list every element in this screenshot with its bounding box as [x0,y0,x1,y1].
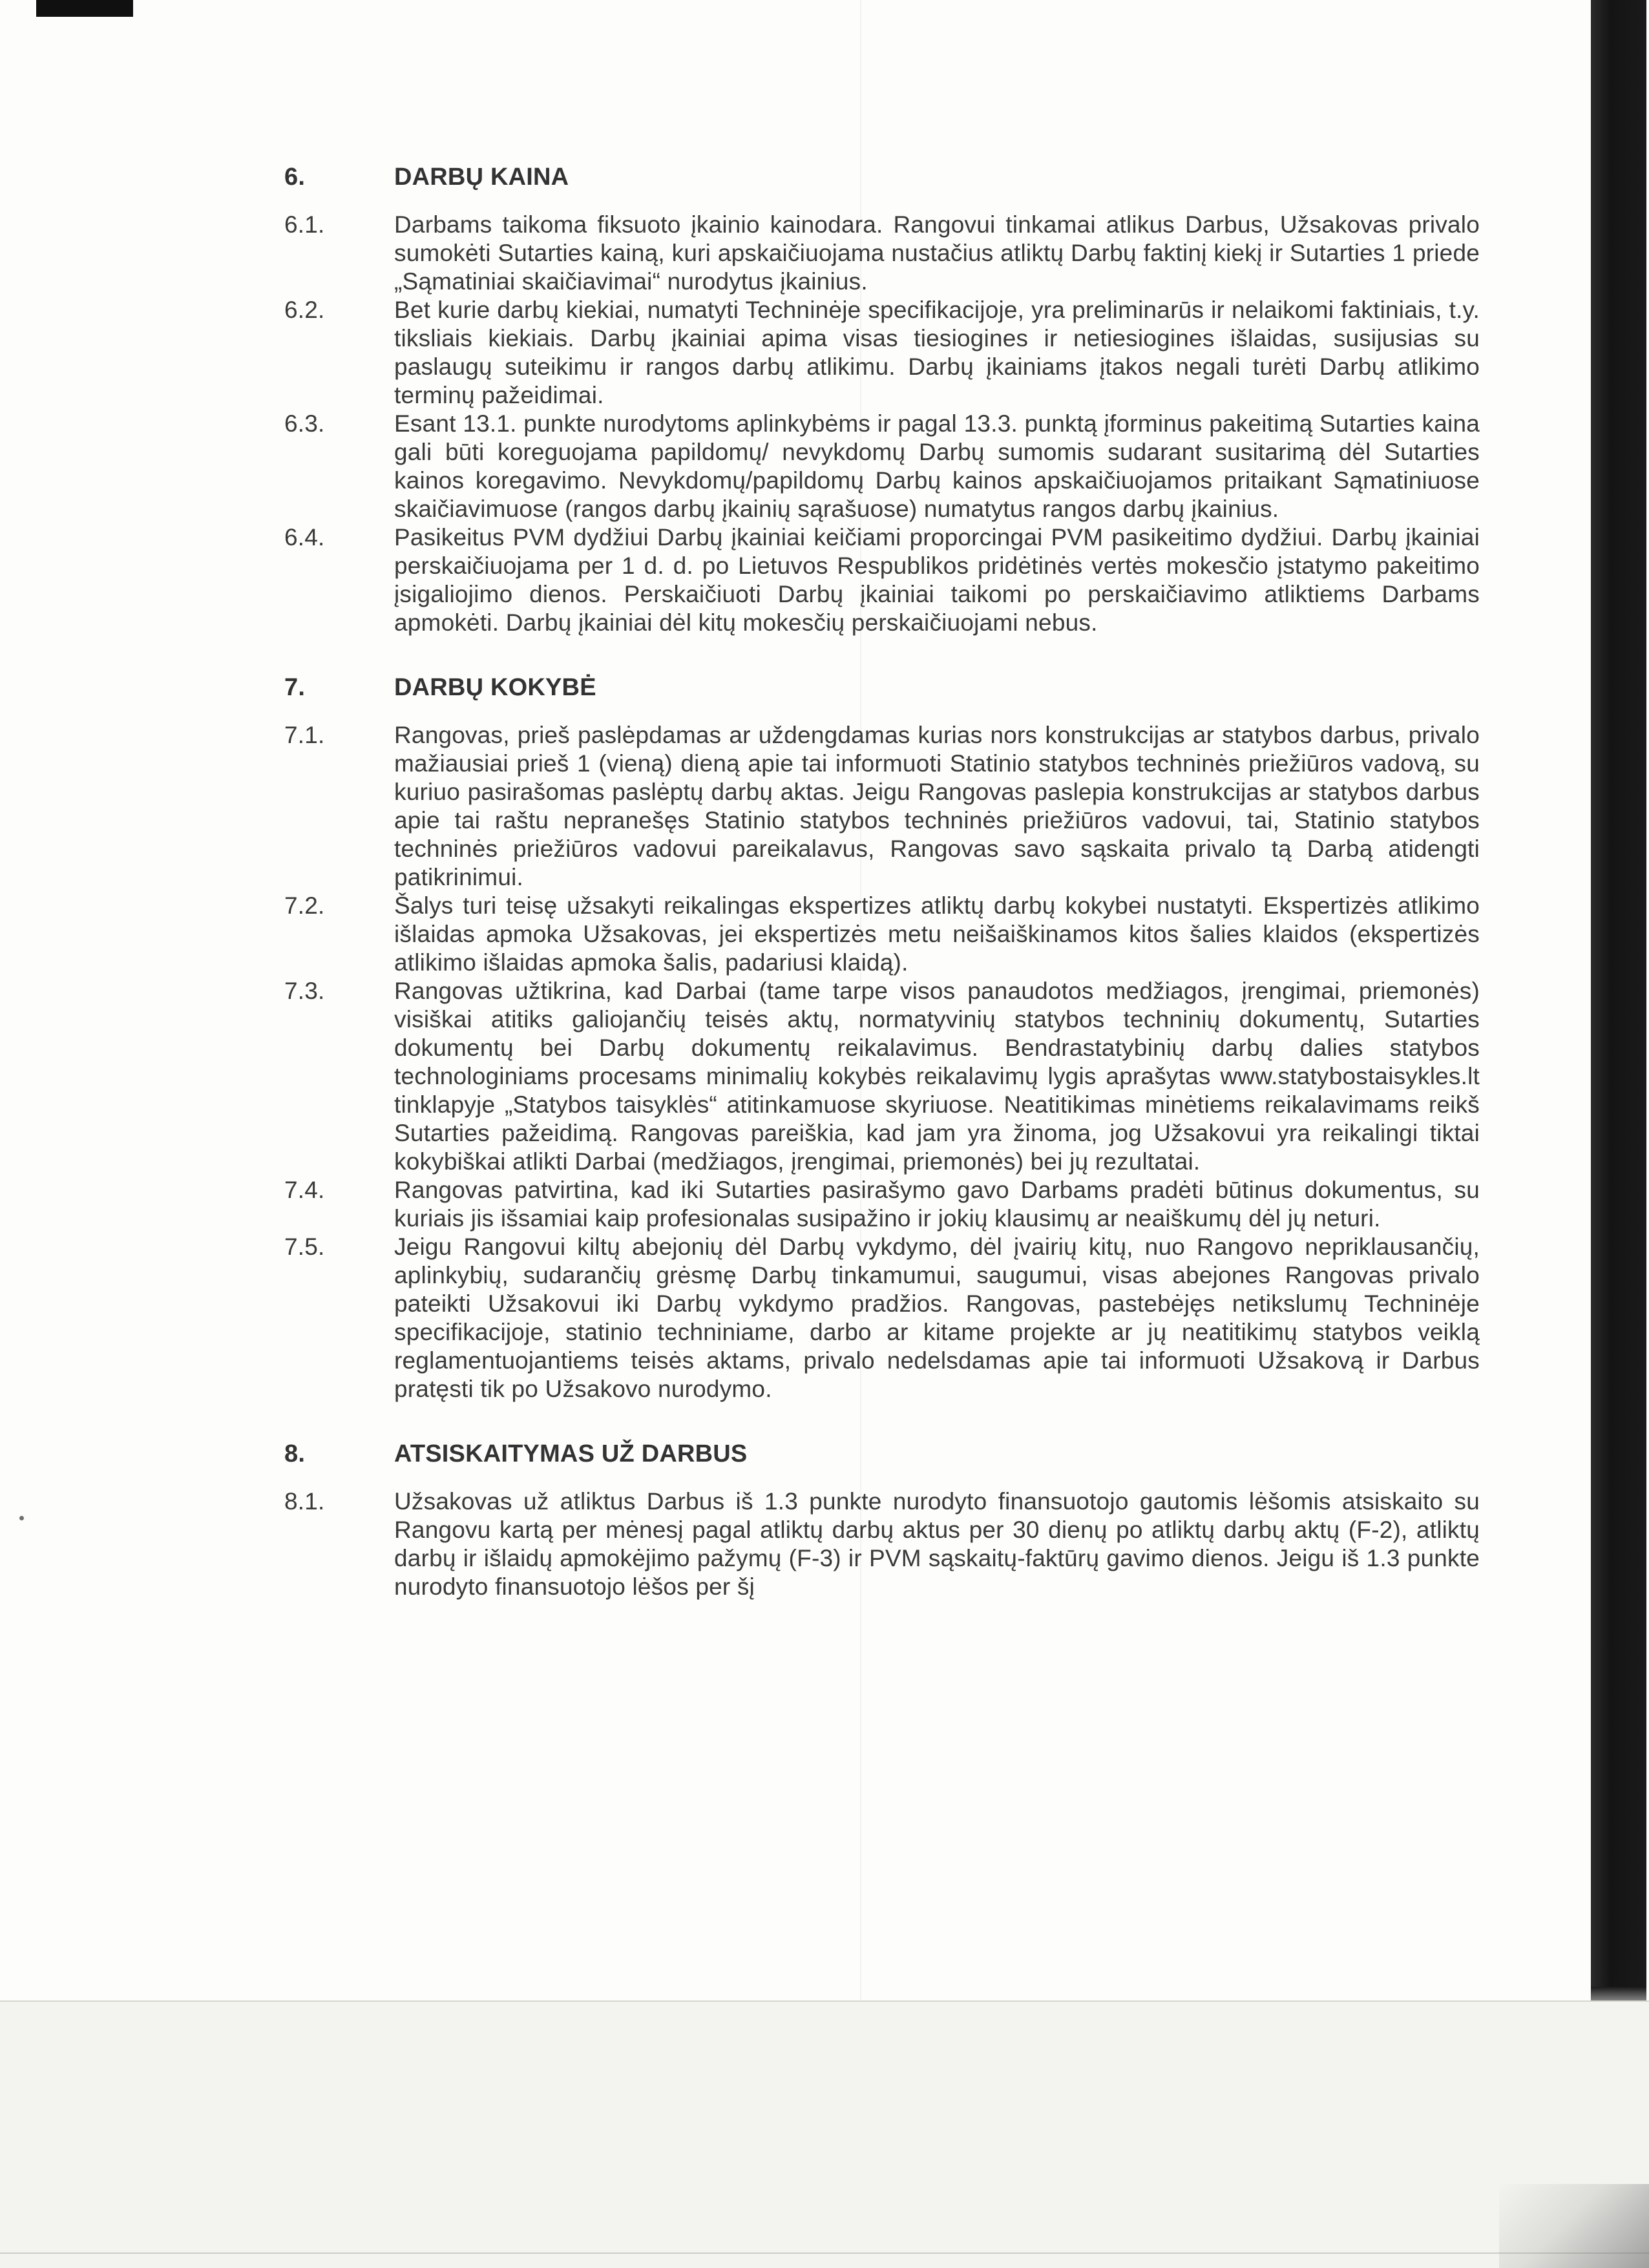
clause-7-5-text: Jeigu Rangovui kiltų abejonių dėl Darbų vykdymo, dėl įvairių kitų, nuo Rangovo nepriklausančių, aplinkybių, sudarančių grėsmę Darbų tinkamumui, saugumui, visas abejones Rangovas privalo pateikti Užsakovui iki Darbų vykdymo pradžios. Rangovas, pastebėjęs netikslumų Techninėje specifikacijoje, statinio techniniame, darbo ar kitame projekte ar jų neatitikimų statybos veiklą reglamentuojantiems teisės aktams, privalo nedelsdamas apie tai informuoti Užsakovą ir Darbus pratęsti tik po Užsakovo nurodymo. [394,1234,1480,1402]
clause-6-2-number: 6.2. [284,297,325,323]
clause-6-3-text: Esant 13.1. punkte nurodytoms aplinkybėms ir pagal 13.3. punktą įforminus pakeitimą Sutarties kaina gali būti koreguojama papildomų/ nevykdomų Darbų sumomis sudarant susitarimą dėl Sutarties kainos koregavimo. Nevykdomų/papildomų Darbų kainos apskaičiuojamos pritaikant Sąmatiniuose skaičiavimuose (rangos darbų įkainių sąrašuose) numatytus rangos darbų įkainius. [394,410,1480,522]
clause-7-3-number: 7.3. [284,978,325,1004]
section-8 [284,1440,1480,1601]
section-8-heading [284,1440,1480,1468]
clause-6-4 [284,523,1480,637]
scan-bar-right [1591,0,1646,1987]
clause-7-2-text: Šalys turi teisę užsakyti reikalingas ekspertizes atliktų darbų kokybei nustatyti. Ekspertizės atlikimo išlaidas apmoka Užsakovas, jei ekspertizės metu neišaiškinamos kitos šalies klaidos (ekspertizės atlikimo išlaidas apmoka šalis, padariusi klaidą). [394,892,1480,976]
clause-7-3 [284,977,1480,1176]
scan-bottom-band [0,2000,1649,2268]
section-6-heading [284,163,1480,191]
clause-7-1-number: 7.1. [284,722,325,748]
section-8-title: ATSISKAITYMAS UŽ DARBUS [394,1440,748,1467]
clause-6-2 [284,296,1480,410]
clause-6-4-text: Pasikeitus PVM dydžiui Darbų įkainiai keičiami proporcingai PVM pasikeitimo dydžiui. Darbų įkainiai perskaičiuojama per 1 d. d. po Lietuvos Respublikos pridėtinės vertės mokesčio įstatymo pakeitimo įsigaliojimo dienos. Perskaičiuoti Darbų įkainiai taikomi po perskaičiavimo atliktiems Darbams apmokėti. Darbų įkainiai dėl kitų mokesčių perskaičiuojami nebus. [394,524,1480,636]
clause-7-3-text: Rangovas užtikrina, kad Darbai (tame tarpe visos panaudotos medžiagos, įrengimai, priemonės) visiškai atitiks galiojančių teisės aktų, normatyvinių statybos techninių dokumentų, Sutarties dokumentų bei Darbų dokumentų reikalavimus. Bendrastatybinių darbų dalies statybos technologiniams procesams minimalių kokybės reikalavimų lygis aprašytas www.statybostaisykles.lt tinklapyje „Statybos taisyklės“ atitinkamuose skyriuose. Neatitikimas minėtiems reikalavimams reikš Sutarties pažeidimą. Rangovas pareiškia, kad jam yra žinoma, jog Užsakovui yra reikalingi tiktai kokybiškai atlikti Darbai (medžiagos, įrengimai, priemonės) bei jų rezultatai. [394,978,1480,1175]
clause-7-2 [284,892,1480,977]
clause-7-4 [284,1176,1480,1233]
document-content [284,163,1480,1601]
section-6 [284,163,1480,637]
scan-bottom-band-line [0,2252,1649,2254]
section-7-number: 7. [284,674,306,701]
section-7-heading [284,673,1480,702]
clause-7-4-text: Rangovas patvirtina, kad iki Sutarties pasirašymo gavo Darbams pradėti būtinus dokumentus, su kuriais jis išsamiai kaip profesionalas susipažino ir jokių klausimų ar neaiškumų dėl jų neturi. [394,1177,1480,1232]
clause-6-3 [284,410,1480,523]
clause-7-5 [284,1233,1480,1403]
scan-bottom-right-shadow [1499,2184,1649,2268]
clause-7-1-text: Rangovas, prieš paslėpdamas ar uždengdamas kurias nors konstrukcijas ar statybos darbus, privalo mažiausiai prieš 1 (vieną) dieną apie tai informuoti Statinio statybos techninės priežiūros vadovą, su kuriuo pasirašomas paslėptų darbų aktas. Jeigu Rangovas paslepia konstrukcijas ar statybos darbus apie tai raštu nepranešęs Statinio statybos techninės priežiūros vadovui, tai, Statinio statybos techninės priežiūros vadovui pareikalavus, Rangovas savo sąskaita privalo tą Darbą atidengti patikrinimui. [394,722,1480,890]
clause-8-1 [284,1487,1480,1601]
clause-6-2-text: Bet kurie darbų kiekiai, numatyti Techninėje specifikacijoje, yra preliminarūs ir nelaikomi faktiniais, t.y. tiksliais kiekiais. Darbų įkainiai apima visas tiesiogines ir netiesiogines išlaidas, susijusias su paslaugų suteikimu ir rangos darbų atlikimu. Darbų įkainiams įtakos negali turėti Darbų atlikimo terminų pažeidimai. [394,297,1480,408]
clause-6-4-number: 6.4. [284,524,325,551]
clause-6-1-text: Darbams taikoma fiksuoto įkainio kainodara. Rangovui tinkamai atlikus Darbus, Užsakovas privalo sumokėti Sutarties kainą, kuri apskaičiuojama nustačius atliktų Darbų faktinį kiekį ir Sutarties 1 priede „Sąmatiniai skaičiavimai“ nurodytus įkainius. [394,211,1480,295]
clause-7-1 [284,721,1480,892]
clause-7-5-number: 7.5. [284,1234,325,1260]
section-6-title: DARBŲ KAINA [394,163,569,191]
clause-6-1-number: 6.1. [284,211,325,238]
section-8-number: 8. [284,1440,306,1467]
section-6-number: 6. [284,163,306,191]
clause-6-3-number: 6.3. [284,410,325,437]
scan-dot-left-margin [19,1516,24,1520]
clause-7-4-number: 7.4. [284,1177,325,1203]
clause-6-1 [284,211,1480,296]
scan-mark-top-left [36,0,133,17]
clause-7-2-number: 7.2. [284,892,325,919]
clause-8-1-number: 8.1. [284,1488,325,1515]
section-7-title: DARBŲ KOKYBĖ [394,674,596,701]
clause-8-1-text: Užsakovas už atliktus Darbus iš 1.3 punkte nurodyto finansuotojo gautomis lėšomis atsiskaito su Rangovu kartą per mėnesį pagal atliktų darbų aktus per 30 dienų po atliktų darbų aktų (F-2), atliktų darbų ir išlaidų apmokėjimo pažymų (F-3) ir PVM sąskaitų-faktūrų gavimo dienos. Jeigu iš 1.3 punkte nurodyto finansuotojo lėšos per šį [394,1488,1480,1600]
scan-fold-line [860,0,861,2000]
section-7 [284,673,1480,1403]
